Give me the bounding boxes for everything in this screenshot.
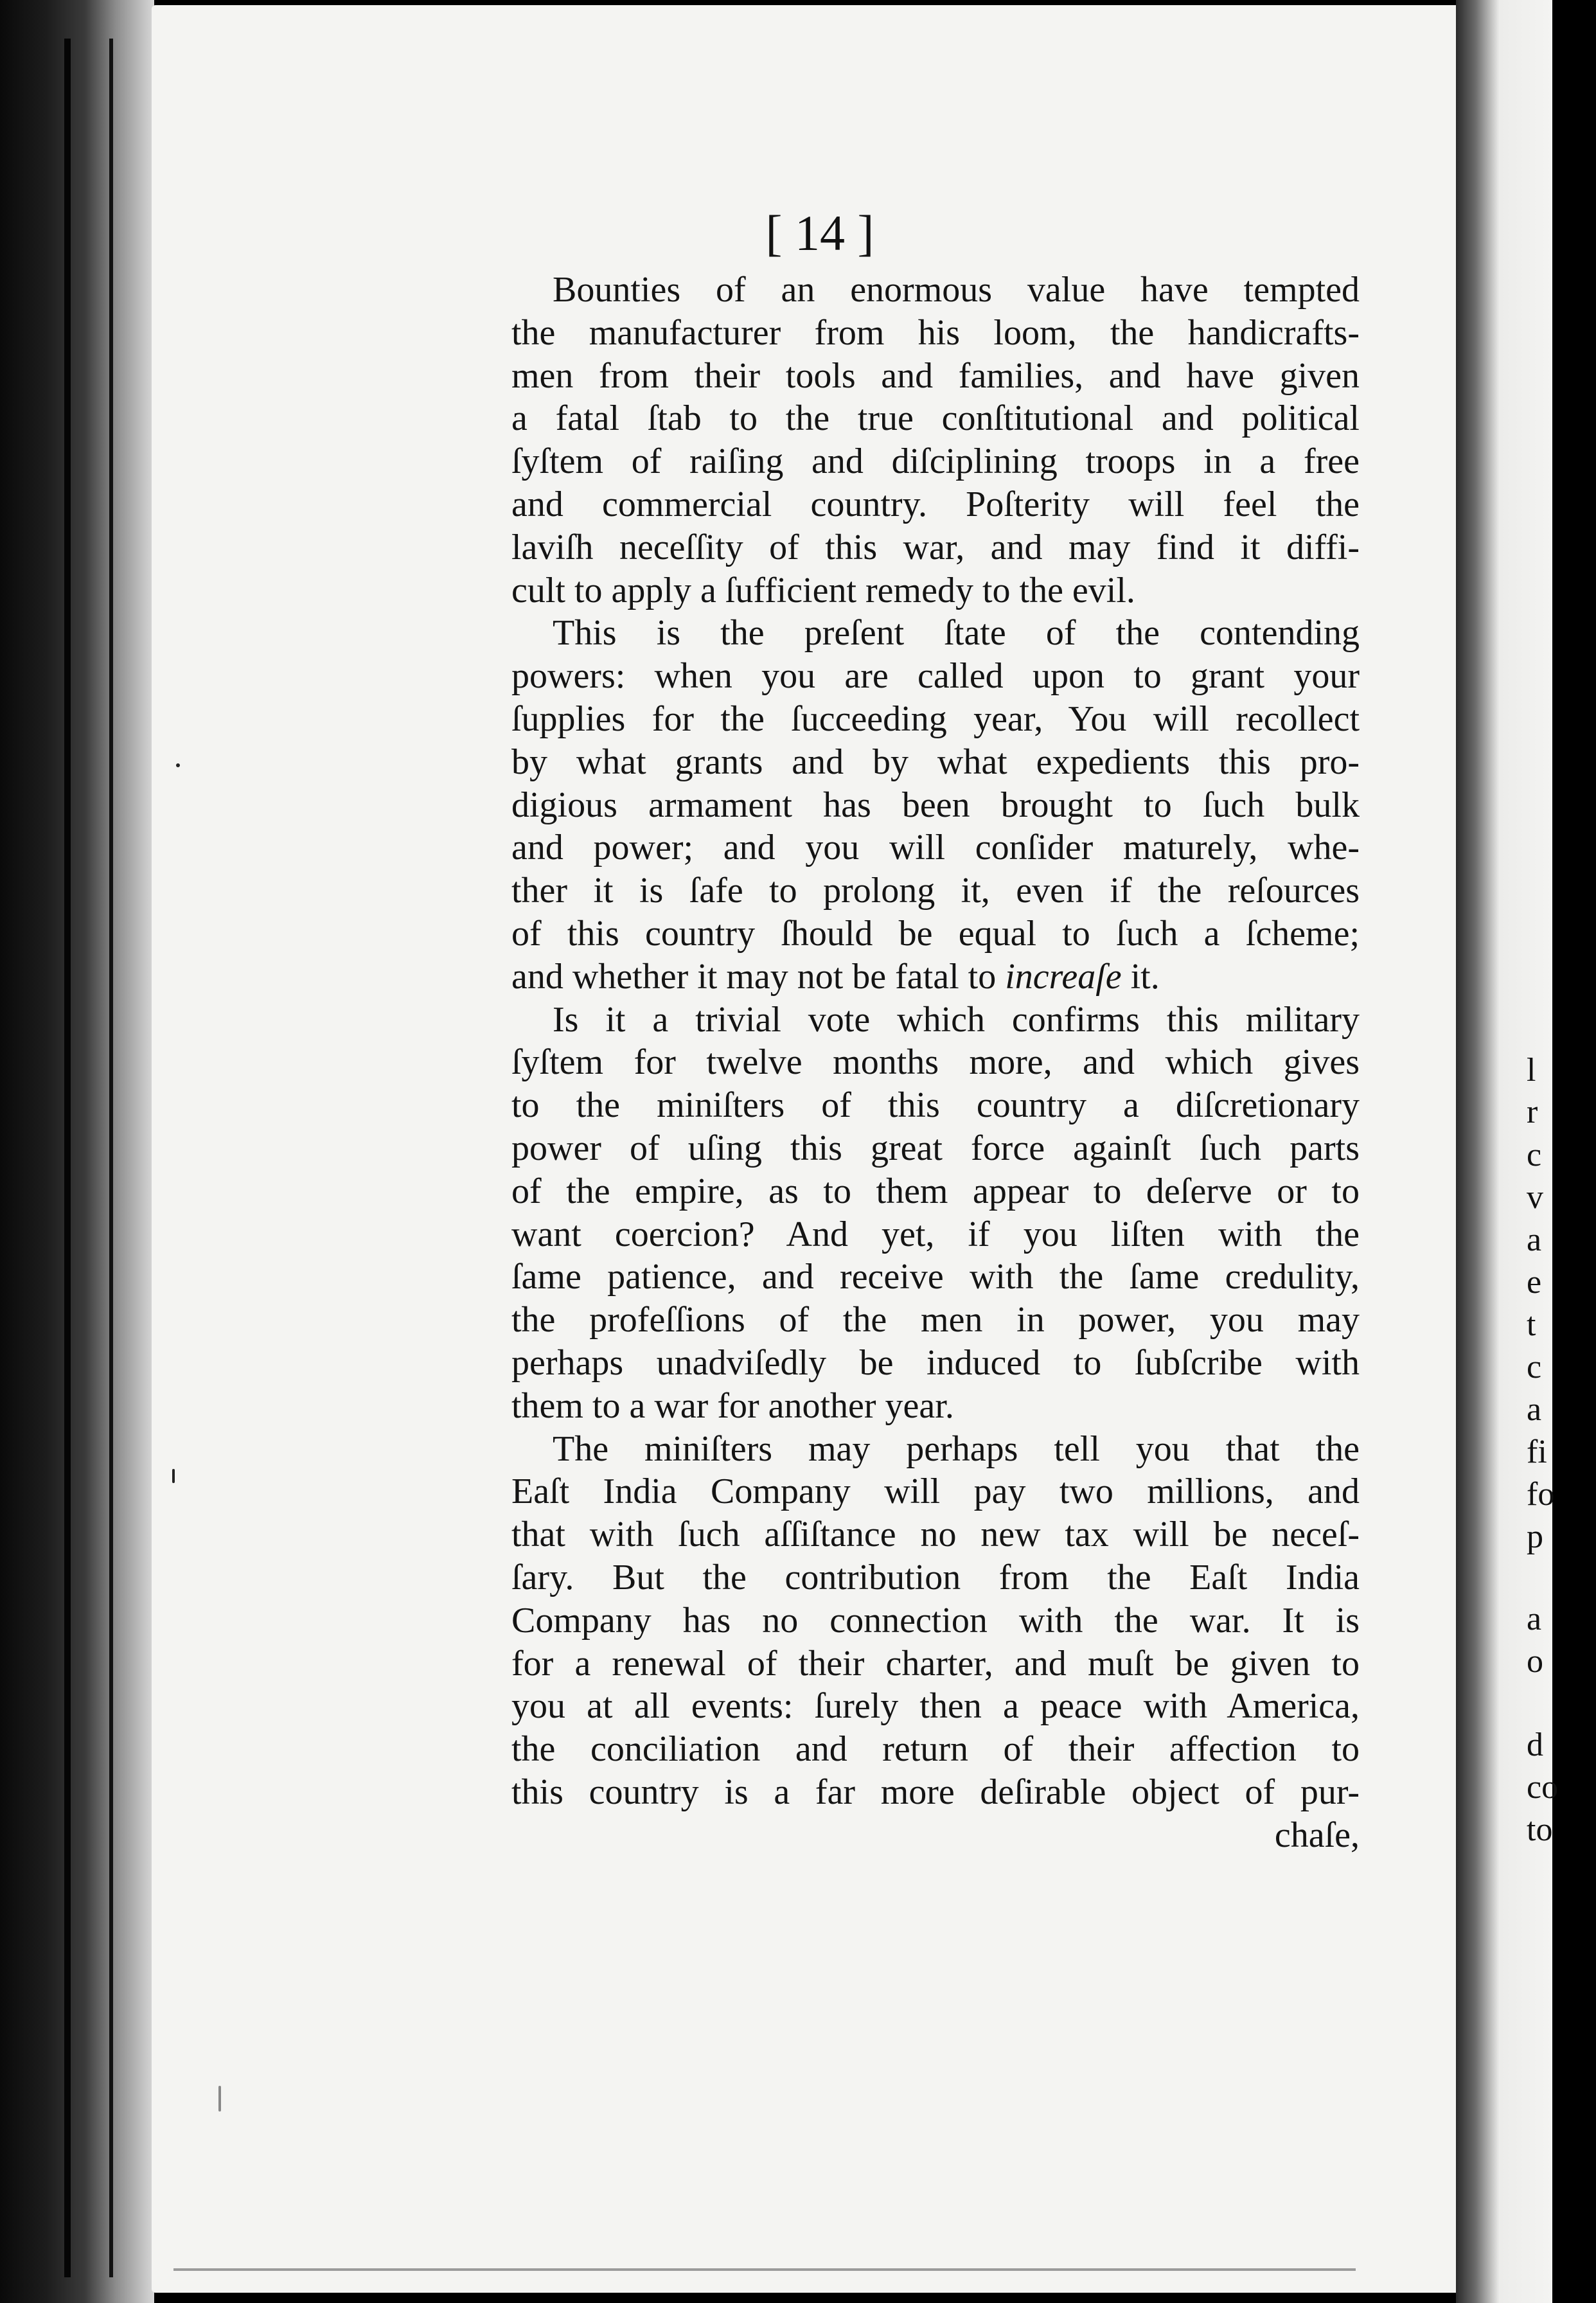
- text-line: laviſh neceſſity of this war, and may find it diffi-: [511, 527, 1360, 567]
- next-page-fragment: to: [1527, 1811, 1553, 1848]
- next-page-fragment: a: [1527, 1391, 1542, 1428]
- next-page-fragment: e: [1527, 1264, 1542, 1301]
- paragraph: [511, 1428, 1360, 1814]
- catchword: chaſe,: [1274, 1815, 1360, 1855]
- next-page-fragment: o: [1527, 1643, 1543, 1680]
- paper-mark: [218, 2086, 221, 2112]
- next-page-fragment: c: [1527, 1137, 1542, 1173]
- text-line: to the miniſters of this country a diſcretionary: [511, 1085, 1360, 1126]
- text-line: ſyſtem of raiſing and diſciplining troops in a free: [511, 441, 1360, 482]
- next-page-fragment: c: [1527, 1349, 1542, 1385]
- page-number: [ 14 ]: [765, 205, 874, 261]
- text-line: This is the preſent ſtate of the contending: [553, 613, 1360, 654]
- text-line: ther it is ſafe to prolong it, even if the reſources: [511, 871, 1360, 911]
- text-line: for a renewal of their charter, and muſt be given to: [511, 1643, 1360, 1684]
- text-line: them to a war for another year.: [511, 1385, 954, 1426]
- text-line: by what grants and by what expedients this pro-: [511, 742, 1360, 782]
- text-line: this country is a far more deſirable object of pur-: [511, 1772, 1360, 1812]
- next-page-fragment: fo: [1527, 1476, 1555, 1513]
- paper-mark: [172, 1469, 175, 1483]
- paragraph: [511, 999, 1360, 1428]
- text-line: Eaſt India Company will pay two millions, and: [511, 1472, 1360, 1512]
- text-line: the profeſſions of the men in power, you may: [511, 1300, 1360, 1340]
- text-line: a fatal ſtab to the true conſtitutional and political: [511, 398, 1360, 439]
- text-line: the manufacturer from his loom, the handicrafts-: [511, 312, 1360, 353]
- text-line: [511, 956, 1360, 999]
- binding-shadow-line: [64, 39, 71, 2277]
- next-page-fragment: l: [1527, 1052, 1536, 1089]
- next-page-edge: [1456, 0, 1559, 2303]
- italic-word: increaſe: [1005, 956, 1122, 997]
- next-page-fragment: co: [1527, 1769, 1559, 1806]
- next-page-fragment: fi: [1527, 1434, 1547, 1470]
- text-line: Is it a trivial vote which confirms this military: [553, 999, 1360, 1040]
- text-line: of the empire, as to them appear to deſerve or to: [511, 1171, 1360, 1211]
- text-line: Company has no connection with the war. It is: [511, 1600, 1360, 1641]
- text-line: and commercial country. Poſterity will feel the: [511, 484, 1360, 524]
- text-line: power of uſing this great force againſt ſuch parts: [511, 1128, 1360, 1168]
- paper-speck: [176, 763, 180, 767]
- text-line: ſyſtem for twelve months more, and which gives: [511, 1042, 1360, 1083]
- page-bottom-edge: [173, 2268, 1356, 2271]
- paragraph: [511, 612, 1360, 998]
- text-line: want coercion? And yet, if you liſten with the: [511, 1214, 1360, 1254]
- next-page-fragment: a: [1527, 1601, 1542, 1637]
- next-page-fragment: t: [1527, 1306, 1536, 1343]
- text-line: of this country ſhould be equal to ſuch a ſcheme;: [511, 913, 1360, 954]
- text-line: and power; and you will conſider maturely, whe-: [511, 828, 1360, 868]
- body-text: [511, 269, 1360, 1856]
- text-line: digious armament has been brought to ſuch bulk: [511, 785, 1360, 825]
- text-line: The miniſters may perhaps tell you that the: [553, 1428, 1360, 1469]
- binding-edge-line: [109, 39, 113, 2277]
- book-binding: [0, 0, 154, 2303]
- next-page-fragment: r: [1527, 1094, 1538, 1130]
- text-line: cult to apply a ſufficient remedy to the evil.: [511, 570, 1135, 610]
- text-line: perhaps unadviſedly be induced to ſubſcribe with: [511, 1342, 1360, 1383]
- text-segment: it.: [1121, 956, 1160, 997]
- next-page-fragment: d: [1527, 1727, 1543, 1763]
- next-page-fragment: a: [1527, 1222, 1542, 1258]
- text-line: ſary. But the contribution from the Eaſt India: [511, 1557, 1360, 1597]
- text-line: men from their tools and families, and have given: [511, 355, 1360, 396]
- text-line: ſame patience, and receive with the ſame credulity,: [511, 1257, 1360, 1297]
- text-line: powers: when you are called upon to grant your: [511, 656, 1360, 697]
- next-page-fragment: v: [1527, 1179, 1543, 1216]
- paragraph: [511, 269, 1360, 612]
- text-line: the conciliation and return of their affection to: [511, 1729, 1360, 1770]
- text-line: you at all events: ſurely then a peace with America,: [511, 1686, 1360, 1727]
- text-segment: and whether it may not be fatal to: [511, 956, 997, 997]
- text-line: that with ſuch aſſiſtance no new tax will be neceſ-: [511, 1515, 1360, 1555]
- text-line: ſupplies for the ſucceeding year, You will recollect: [511, 698, 1360, 739]
- text-line: Bounties of an enormous value have tempted: [553, 270, 1360, 310]
- next-page-fragment: p: [1527, 1518, 1543, 1555]
